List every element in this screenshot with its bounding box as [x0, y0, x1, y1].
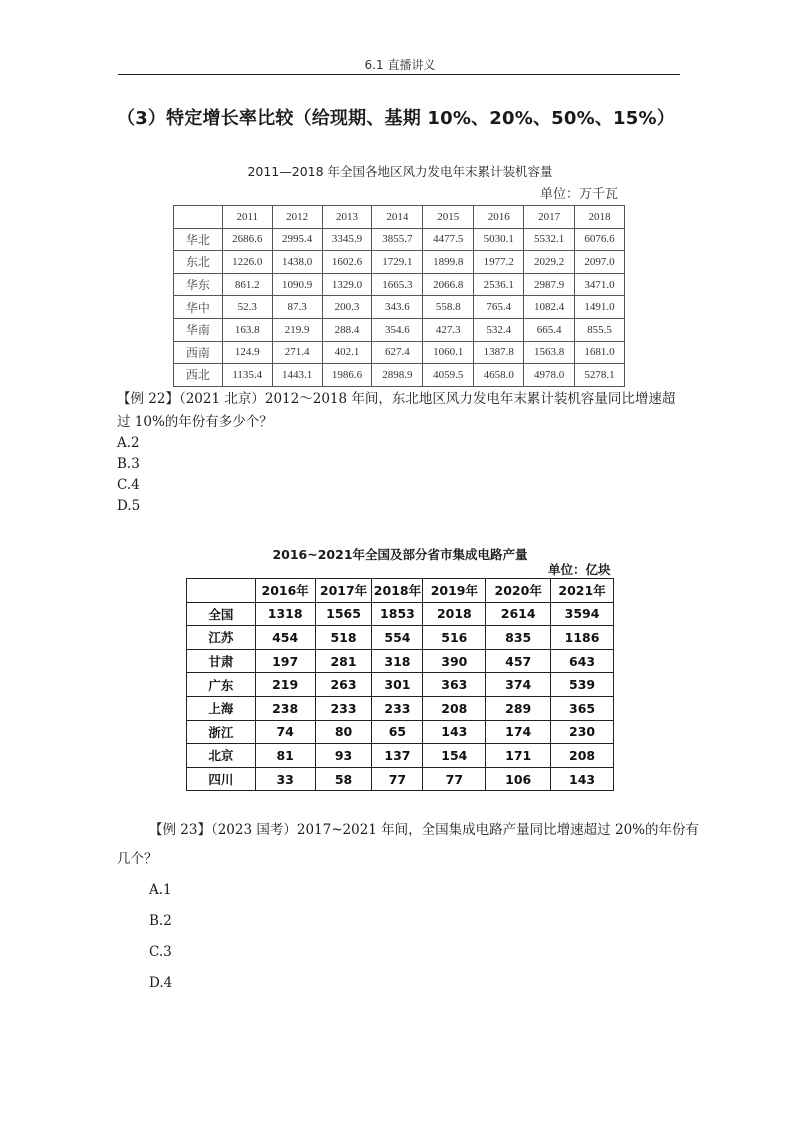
table-cell: 627.4 — [372, 341, 423, 364]
question-23-line2: 几个？ — [117, 851, 158, 867]
q23-option-b: B.2 — [149, 913, 172, 929]
table-row — [187, 696, 614, 720]
table-cell: 33 — [255, 767, 315, 791]
page-header: 6.1 直播讲义 — [364, 58, 436, 72]
table-cell: 200.3 — [322, 296, 372, 319]
table-cell: 163.8 — [222, 318, 272, 341]
table-cell: 5532.1 — [524, 228, 575, 251]
header-divider — [118, 74, 680, 75]
table-cell: 457 — [486, 649, 551, 673]
table-cell: 363 — [423, 673, 486, 697]
table-cell: 171 — [486, 744, 551, 768]
table-cell: 1226.0 — [222, 251, 272, 274]
table-cell: 1565 — [315, 602, 372, 626]
table-cell: 271.4 — [272, 341, 322, 364]
table-cell: 281 — [315, 649, 372, 673]
table-cell: 539 — [551, 673, 614, 697]
table-header-row — [187, 579, 614, 603]
table-cell: 318 — [372, 649, 423, 673]
column-header: 2021年 — [551, 579, 614, 603]
column-header: 2011 — [222, 206, 272, 229]
row-header: 上海 — [187, 696, 256, 720]
table-cell: 516 — [423, 626, 486, 650]
table-cell: 861.2 — [222, 273, 272, 296]
table-cell: 835 — [486, 626, 551, 650]
table-corner-cell — [174, 206, 223, 229]
q23-option-c: C.3 — [149, 944, 172, 960]
row-header: 西北 — [174, 364, 223, 387]
table-cell: 263 — [315, 673, 372, 697]
column-header: 2012 — [272, 206, 322, 229]
row-header: 江苏 — [187, 626, 256, 650]
q22-option-d: D.5 — [117, 498, 141, 514]
row-header: 全国 — [187, 602, 256, 626]
table-row — [174, 364, 625, 387]
table-row — [174, 296, 625, 319]
row-header: 华北 — [174, 228, 223, 251]
table-cell: 1438.0 — [272, 251, 322, 274]
table-cell: 124.9 — [222, 341, 272, 364]
row-header: 北京 — [187, 744, 256, 768]
table-cell: 1681.0 — [575, 341, 625, 364]
table2-unit: 单位：亿块 — [548, 562, 611, 577]
table-cell: 106 — [486, 767, 551, 791]
column-header: 2015 — [423, 206, 474, 229]
table-cell: 374 — [486, 673, 551, 697]
table-row — [187, 626, 614, 650]
table-cell: 765.4 — [474, 296, 524, 319]
wind-power-table — [173, 205, 625, 387]
table-row — [174, 273, 625, 296]
table-cell: 154 — [423, 744, 486, 768]
row-header: 浙江 — [187, 720, 256, 744]
table-cell: 233 — [372, 696, 423, 720]
table-cell: 354.6 — [372, 318, 423, 341]
table-cell: 233 — [315, 696, 372, 720]
table2-title: 2016~2021年全国及部分省市集成电路产量 — [272, 547, 528, 562]
table-row — [174, 228, 625, 251]
table-cell: 2018 — [423, 602, 486, 626]
q22-option-a: A.2 — [117, 435, 140, 451]
table-cell: 454 — [255, 626, 315, 650]
table-cell: 65 — [372, 720, 423, 744]
table-cell: 2995.4 — [272, 228, 322, 251]
table-cell: 3855.7 — [372, 228, 423, 251]
q22-option-b: B.3 — [117, 456, 140, 472]
table-cell: 137 — [372, 744, 423, 768]
table-cell: 1665.3 — [372, 273, 423, 296]
table-cell: 3345.9 — [322, 228, 372, 251]
table-cell: 2029.2 — [524, 251, 575, 274]
table-cell: 2097.0 — [575, 251, 625, 274]
table-cell: 230 — [551, 720, 614, 744]
table-cell: 2614 — [486, 602, 551, 626]
question-22-line1: 【例 22】（2021 北京）2012～2018 年间，东北地区风力发电年末累计装机容量同比增速超 — [117, 391, 676, 407]
table-row — [187, 649, 614, 673]
column-header: 2014 — [372, 206, 423, 229]
table-cell: 80 — [315, 720, 372, 744]
table-cell: 1329.0 — [322, 273, 372, 296]
table-row — [174, 318, 625, 341]
table-cell: 174 — [486, 720, 551, 744]
table-cell: 301 — [372, 673, 423, 697]
table-row — [174, 341, 625, 364]
column-header: 2016年 — [255, 579, 315, 603]
table-cell: 77 — [423, 767, 486, 791]
table-row — [187, 720, 614, 744]
table-cell: 1986.6 — [322, 364, 372, 387]
table-cell: 208 — [423, 696, 486, 720]
table-cell: 1135.4 — [222, 364, 272, 387]
ic-output-table — [186, 578, 614, 791]
table-cell: 6076.6 — [575, 228, 625, 251]
table-cell: 2898.9 — [372, 364, 423, 387]
table-cell: 52.3 — [222, 296, 272, 319]
column-header: 2018 — [575, 206, 625, 229]
table-cell: 2066.8 — [423, 273, 474, 296]
table-cell: 238 — [255, 696, 315, 720]
column-header: 2016 — [474, 206, 524, 229]
table-cell: 289 — [486, 696, 551, 720]
table-cell: 365 — [551, 696, 614, 720]
table-cell: 554 — [372, 626, 423, 650]
table-cell: 1729.1 — [372, 251, 423, 274]
table-cell: 143 — [551, 767, 614, 791]
table-cell: 427.3 — [423, 318, 474, 341]
table1-unit: 单位：万千瓦 — [540, 187, 619, 202]
table-cell: 1563.8 — [524, 341, 575, 364]
q23-option-a: A.1 — [149, 882, 172, 898]
table-row — [187, 767, 614, 791]
row-header: 华南 — [174, 318, 223, 341]
table-cell: 219.9 — [272, 318, 322, 341]
table-cell: 58 — [315, 767, 372, 791]
table-cell: 5030.1 — [474, 228, 524, 251]
table-cell: 1090.9 — [272, 273, 322, 296]
table-cell: 4059.5 — [423, 364, 474, 387]
table-cell: 1387.8 — [474, 341, 524, 364]
column-header: 2020年 — [486, 579, 551, 603]
table-cell: 5278.1 — [575, 364, 625, 387]
table-corner-cell — [187, 579, 256, 603]
table-cell: 288.4 — [322, 318, 372, 341]
table-row — [187, 602, 614, 626]
table-cell: 87.3 — [272, 296, 322, 319]
column-header: 2018年 — [372, 579, 423, 603]
table1-title: 2011—2018 年全国各地区风力发电年末累计装机容量 — [247, 164, 553, 179]
table-cell: 4978.0 — [524, 364, 575, 387]
table-cell: 81 — [255, 744, 315, 768]
column-header: 2019年 — [423, 579, 486, 603]
table-cell: 1443.1 — [272, 364, 322, 387]
row-header: 东北 — [174, 251, 223, 274]
table-cell: 197 — [255, 649, 315, 673]
table-cell: 1318 — [255, 602, 315, 626]
table-cell: 558.8 — [423, 296, 474, 319]
table-cell: 1082.4 — [524, 296, 575, 319]
row-header: 西南 — [174, 341, 223, 364]
table-cell: 3471.0 — [575, 273, 625, 296]
table-cell: 665.4 — [524, 318, 575, 341]
table-cell: 518 — [315, 626, 372, 650]
table-cell: 643 — [551, 649, 614, 673]
table-cell: 2686.6 — [222, 228, 272, 251]
table-cell: 74 — [255, 720, 315, 744]
row-header: 四川 — [187, 767, 256, 791]
q23-option-d: D.4 — [149, 975, 173, 991]
table-cell: 402.1 — [322, 341, 372, 364]
table-row — [187, 744, 614, 768]
table-row — [187, 673, 614, 697]
table-cell: 143 — [423, 720, 486, 744]
table-cell: 2536.1 — [474, 273, 524, 296]
table-cell: 1853 — [372, 602, 423, 626]
table-cell: 1977.2 — [474, 251, 524, 274]
row-header: 广东 — [187, 673, 256, 697]
table-cell: 1491.0 — [575, 296, 625, 319]
column-header: 2017年 — [315, 579, 372, 603]
table-cell: 1899.8 — [423, 251, 474, 274]
table-cell: 3594 — [551, 602, 614, 626]
table-header-row — [174, 206, 625, 229]
column-header: 2013 — [322, 206, 372, 229]
row-header: 华中 — [174, 296, 223, 319]
table-cell: 855.5 — [575, 318, 625, 341]
q22-option-c: C.4 — [117, 477, 140, 493]
table-cell: 208 — [551, 744, 614, 768]
table-cell: 1602.6 — [322, 251, 372, 274]
table-cell: 219 — [255, 673, 315, 697]
row-header: 华东 — [174, 273, 223, 296]
table-cell: 1186 — [551, 626, 614, 650]
table-cell: 1060.1 — [423, 341, 474, 364]
table-cell: 390 — [423, 649, 486, 673]
table-cell: 4477.5 — [423, 228, 474, 251]
table-cell: 93 — [315, 744, 372, 768]
section-title: （3）特定增长率比较（给现期、基期 10%、20%、50%、15%） — [117, 108, 675, 129]
table-row — [174, 251, 625, 274]
row-header: 甘肃 — [187, 649, 256, 673]
column-header: 2017 — [524, 206, 575, 229]
question-22-line2: 过 10%的年份有多少个？ — [117, 414, 273, 430]
table-cell: 343.6 — [372, 296, 423, 319]
question-23-line1: 【例 23】（2023 国考）2017~2021 年间，全国集成电路产量同比增速超过 20%的年份有 — [149, 822, 699, 838]
table-cell: 77 — [372, 767, 423, 791]
table-cell: 532.4 — [474, 318, 524, 341]
table-cell: 2987.9 — [524, 273, 575, 296]
table-cell: 4658.0 — [474, 364, 524, 387]
